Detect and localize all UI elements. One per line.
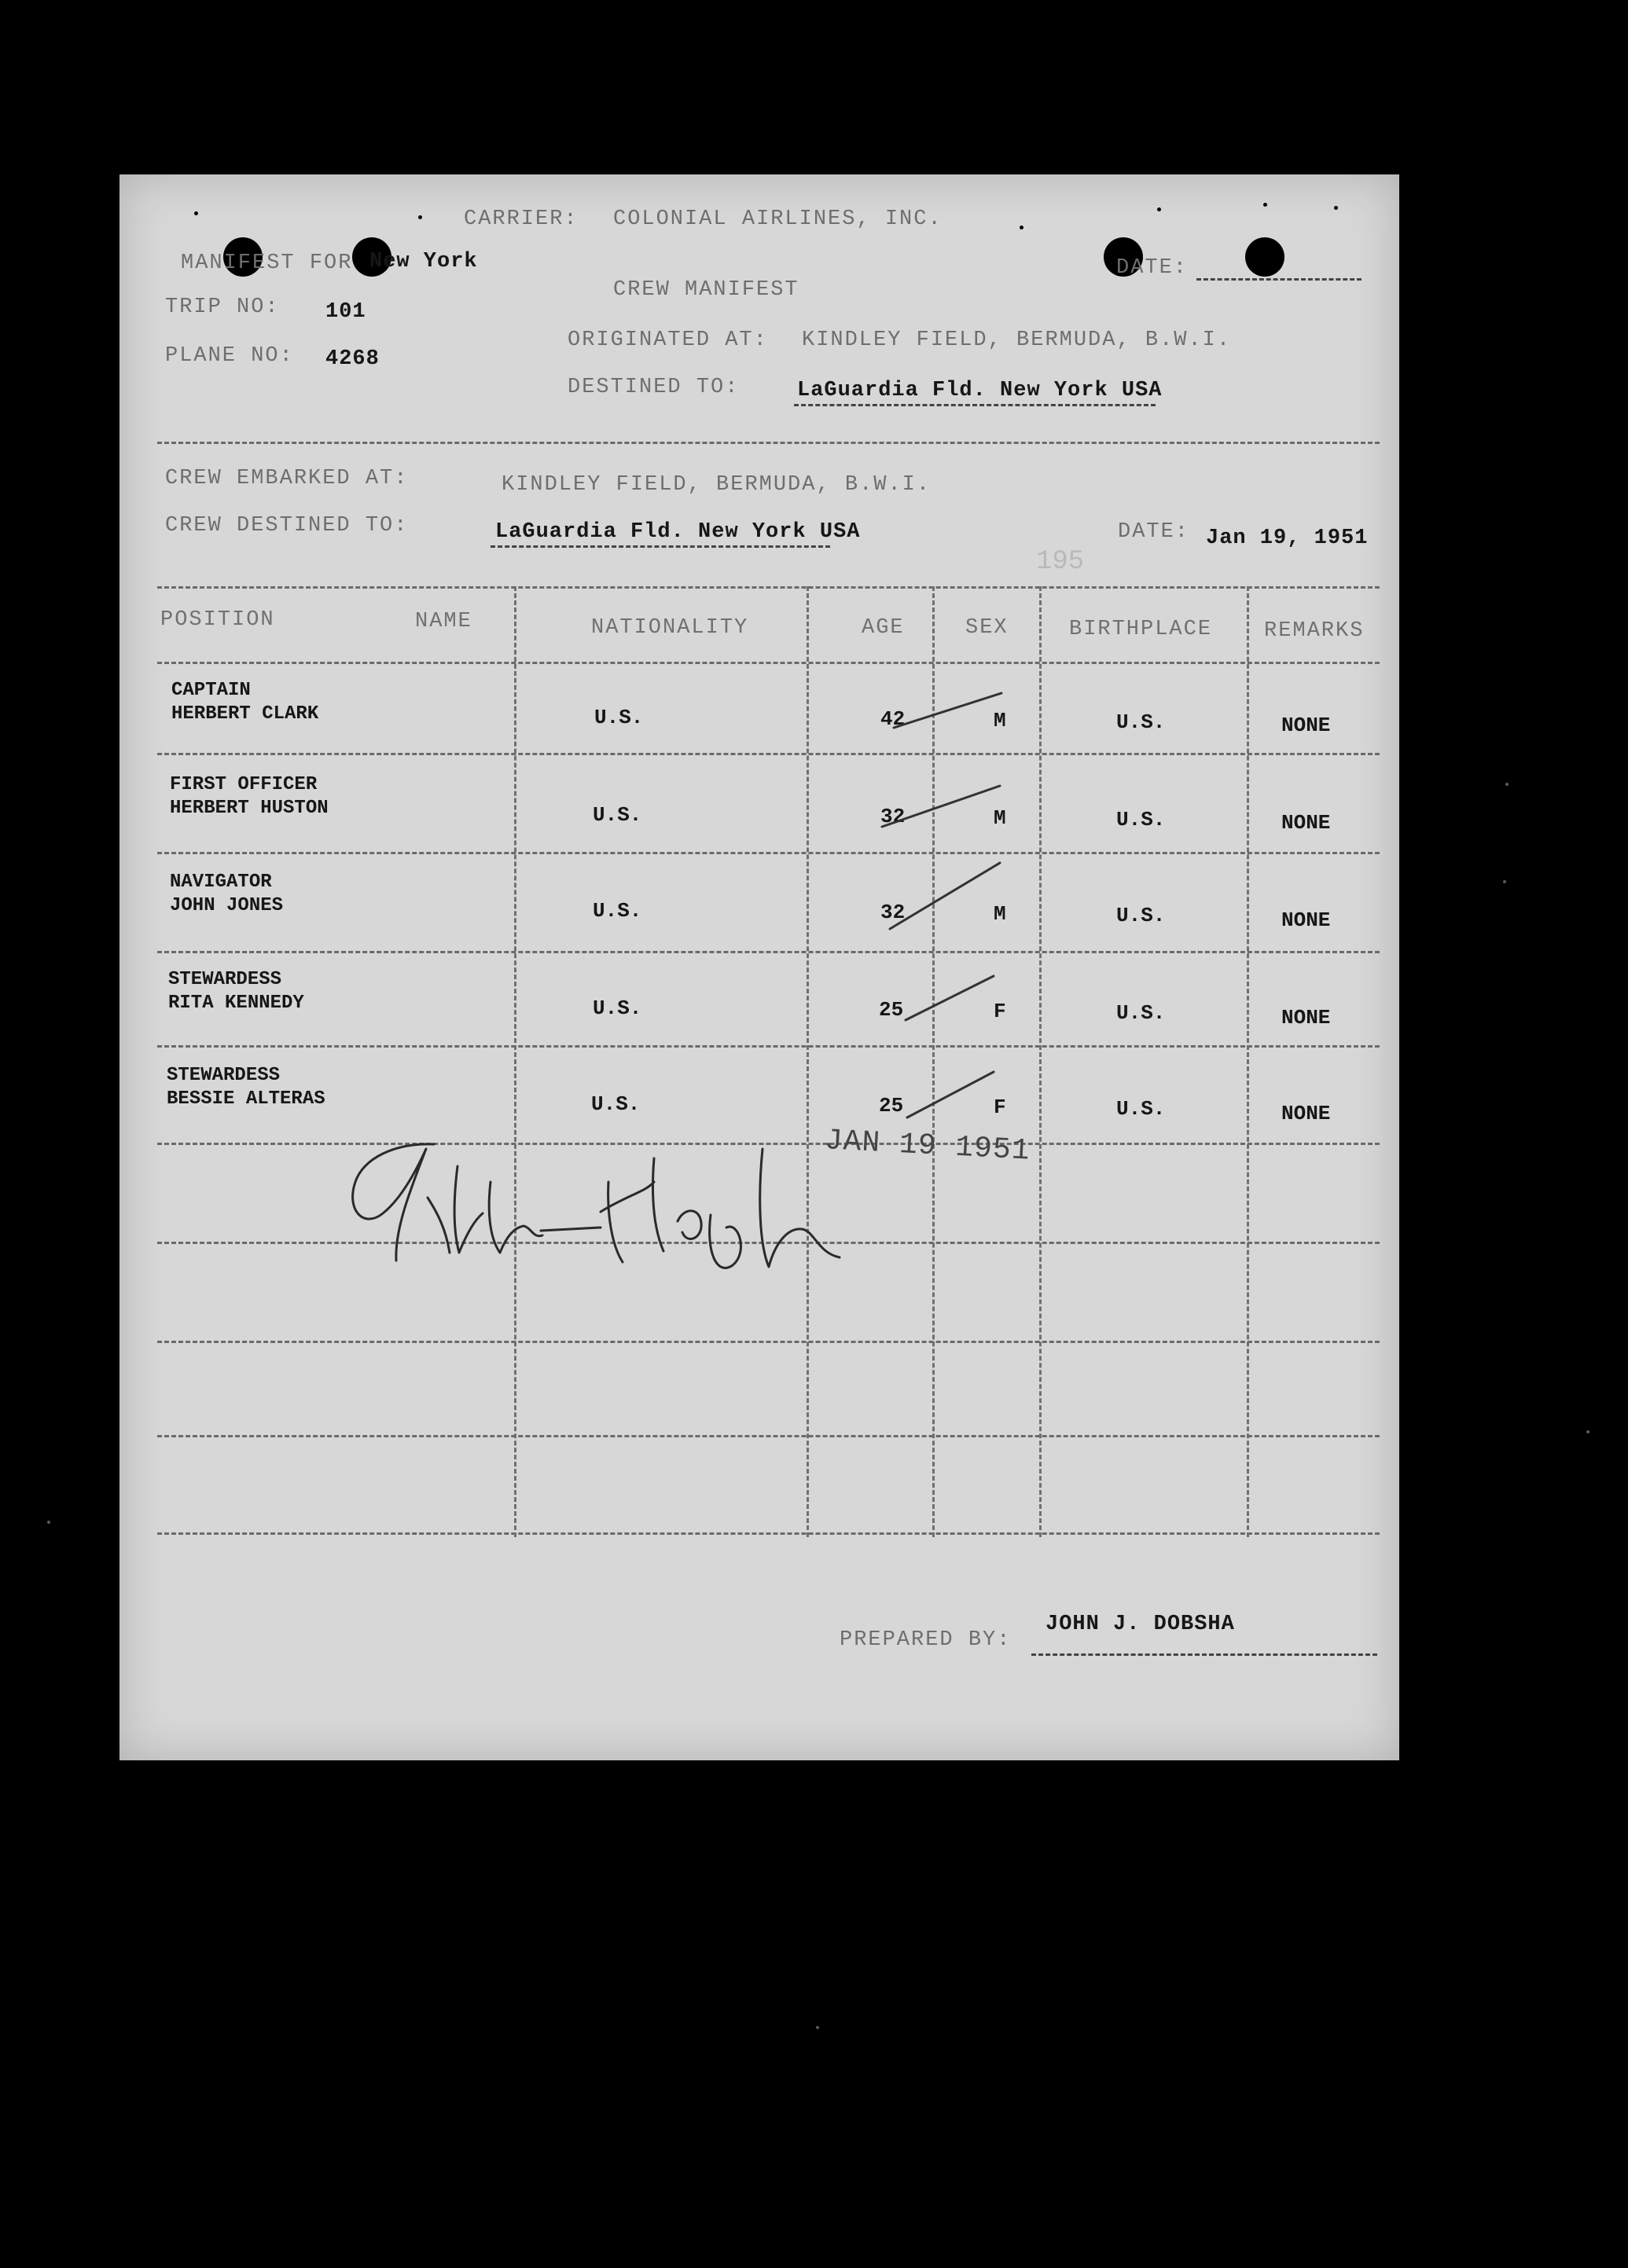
row-sex: M — [994, 709, 1006, 732]
page-number: 195 — [1036, 547, 1085, 577]
row-age: 42 — [880, 707, 906, 731]
header-date-label: DATE: — [1116, 256, 1189, 280]
punch-hole — [1245, 237, 1284, 277]
crew-date-label: DATE: — [1118, 520, 1190, 544]
trip-no-label: TRIP NO: — [165, 295, 280, 319]
prepared-by-underline — [1031, 1653, 1377, 1656]
row-remarks: NONE — [1281, 908, 1331, 932]
row-birthplace: U.S. — [1116, 710, 1166, 734]
column-divider — [1247, 586, 1249, 1537]
row-name: JOHN JONES — [170, 895, 284, 916]
row-sex: F — [994, 1000, 1006, 1023]
crew-destined-underline — [491, 545, 830, 548]
row-age: 32 — [880, 805, 906, 828]
manifest-for-label: MANIFEST FOR — [181, 251, 353, 275]
scan-speck — [1503, 880, 1506, 883]
row-nationality: U.S. — [593, 803, 642, 827]
crew-date-value: Jan 19, 1951 — [1206, 527, 1369, 550]
row-nationality: U.S. — [594, 706, 644, 729]
row-name: RITA KENNEDY — [168, 993, 304, 1014]
plane-no-value: 4268 — [325, 347, 380, 371]
destined-label: DESTINED TO: — [568, 376, 740, 399]
column-header-remarks: REMARKS — [1264, 619, 1365, 643]
carrier-label: CARRIER: — [464, 207, 579, 231]
destined-underline — [794, 404, 1156, 406]
date-stamp: JAN 19 1951 — [823, 1124, 1031, 1169]
ink-speck — [1334, 206, 1338, 210]
row-age: 25 — [879, 1094, 904, 1117]
scan-speck — [47, 1521, 50, 1524]
manifest-document — [119, 174, 1399, 1760]
age-check-marks — [764, 685, 1110, 1125]
row-sex: M — [994, 902, 1006, 926]
section-divider — [157, 442, 1380, 444]
table-top-line — [157, 586, 1380, 589]
ink-speck — [1020, 226, 1023, 229]
document-title: CREW MANIFEST — [613, 278, 799, 302]
row-birthplace: U.S. — [1116, 808, 1166, 831]
carrier-value: COLONIAL AIRLINES, INC. — [613, 207, 943, 231]
crew-destined-label: CREW DESTINED TO: — [165, 514, 409, 538]
scan-speck — [1505, 783, 1509, 786]
row-position: STEWARDESS — [168, 969, 282, 990]
ink-speck — [418, 215, 422, 219]
row-name: BESSIE ALTERAS — [167, 1088, 325, 1110]
row-nationality: U.S. — [593, 899, 642, 923]
crew-embarked-value: KINDLEY FIELD, BERMUDA, B.W.I. — [502, 473, 932, 497]
destined-value: LaGuardia Fld. New York USA — [797, 379, 1163, 402]
column-header-name: NAME — [415, 610, 472, 633]
table-row-line — [157, 1532, 1380, 1535]
row-birthplace: U.S. — [1116, 1097, 1166, 1121]
row-nationality: U.S. — [591, 1092, 641, 1116]
row-birthplace: U.S. — [1116, 1001, 1166, 1025]
crew-destined-value: LaGuardia Fld. New York USA — [495, 520, 861, 544]
row-remarks: NONE — [1281, 1102, 1331, 1125]
column-header-birthplace: BIRTHPLACE — [1069, 618, 1213, 641]
table-header-line — [157, 662, 1380, 664]
trip-no-value: 101 — [325, 300, 366, 324]
row-position: NAVIGATOR — [170, 872, 272, 893]
row-position: CAPTAIN — [171, 680, 251, 701]
originated-value: KINDLEY FIELD, BERMUDA, B.W.I. — [802, 328, 1232, 352]
column-header-nationality: NATIONALITY — [591, 616, 749, 640]
prepared-by-label: PREPARED BY: — [840, 1628, 1012, 1652]
row-nationality: U.S. — [593, 996, 642, 1020]
row-sex: F — [994, 1095, 1006, 1119]
row-sex: M — [994, 806, 1006, 830]
ink-speck — [1263, 203, 1267, 207]
column-divider — [514, 586, 516, 1537]
scan-speck — [1586, 1430, 1589, 1433]
column-header-age: AGE — [862, 616, 905, 640]
signature — [308, 1135, 913, 1280]
originated-label: ORIGINATED AT: — [568, 328, 768, 352]
scan-speck — [816, 2026, 819, 2029]
plane-no-label: PLANE NO: — [165, 344, 294, 368]
row-position: STEWARDESS — [167, 1065, 281, 1086]
row-position: FIRST OFFICER — [170, 774, 318, 795]
row-age: 32 — [880, 901, 906, 924]
ink-speck — [1157, 207, 1161, 211]
prepared-by-value: JOHN J. DOBSHA — [1046, 1613, 1235, 1636]
row-remarks: NONE — [1281, 1006, 1331, 1029]
table-row-line — [157, 1341, 1380, 1343]
row-remarks: NONE — [1281, 714, 1331, 737]
table-row-line — [157, 1435, 1380, 1437]
row-birthplace: U.S. — [1116, 904, 1166, 927]
manifest-for-value: New York — [369, 250, 478, 273]
row-remarks: NONE — [1281, 811, 1331, 835]
row-name: HERBERT CLARK — [171, 703, 319, 725]
row-name: HERBERT HUSTON — [170, 798, 329, 819]
header-date-underline — [1196, 278, 1362, 281]
column-header-sex: SEX — [965, 616, 1009, 640]
crew-embarked-label: CREW EMBARKED AT: — [165, 467, 409, 490]
column-header-position: POSITION — [160, 608, 275, 632]
row-age: 25 — [879, 998, 904, 1022]
ink-speck — [194, 211, 198, 215]
